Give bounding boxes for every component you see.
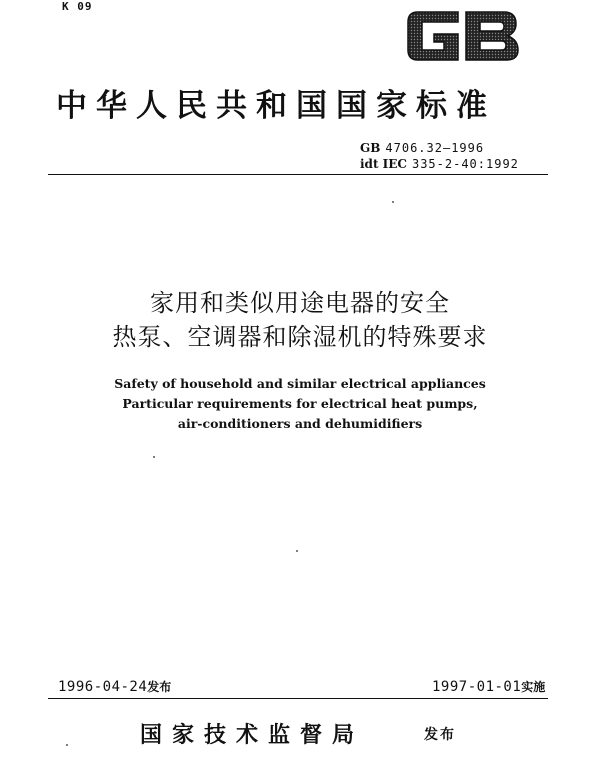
- implementation-date-suffix: 实施: [521, 680, 546, 694]
- bottom-divider: [48, 698, 548, 699]
- implementation-date: 1997-01-01: [432, 679, 522, 695]
- title-zh-line-1: 家用和类似用途电器的安全: [150, 289, 450, 317]
- issue-date: 1996-04-24: [58, 679, 148, 695]
- standard-number-prefix: GB: [360, 141, 381, 155]
- issue-date-block: [58, 678, 171, 695]
- top-divider: [48, 174, 548, 175]
- title-en-line-3: air-conditioners and dehumidifiers: [177, 416, 423, 431]
- adoption-line: [360, 156, 560, 172]
- issuer-agency: 国家技术监督局: [140, 722, 365, 748]
- title-zh-line-2: 热泵、空调器和除湿机的特殊要求: [112, 323, 488, 351]
- implementation-date-block: [432, 678, 545, 695]
- issuer-action: 发布: [424, 727, 456, 743]
- gb-logo-text: GB: [463, 62, 465, 63]
- scan-speck: [392, 201, 394, 203]
- standard-number: 4706.32—1996: [385, 141, 485, 155]
- adoption-prefix: idt IEC: [360, 157, 407, 171]
- scan-speck: [66, 744, 68, 746]
- title-en-line-1: Safety of household and similar electrical appliances: [114, 376, 486, 391]
- title-en-line-2: Particular requirements for electrical heat pumps,: [122, 396, 478, 411]
- classification-code: K 09: [62, 0, 93, 13]
- scan-speck: [153, 456, 155, 458]
- issue-date-suffix: 发布: [147, 680, 172, 694]
- standard-identifiers: [360, 140, 560, 172]
- scan-speck: [296, 550, 298, 552]
- adoption-number: 335-2-40:1992: [411, 157, 519, 171]
- issuer-country-title: 中华人民共和国国家标准: [56, 88, 496, 124]
- standard-number-line: [360, 140, 560, 156]
- gb-logo-icon: [404, 8, 522, 64]
